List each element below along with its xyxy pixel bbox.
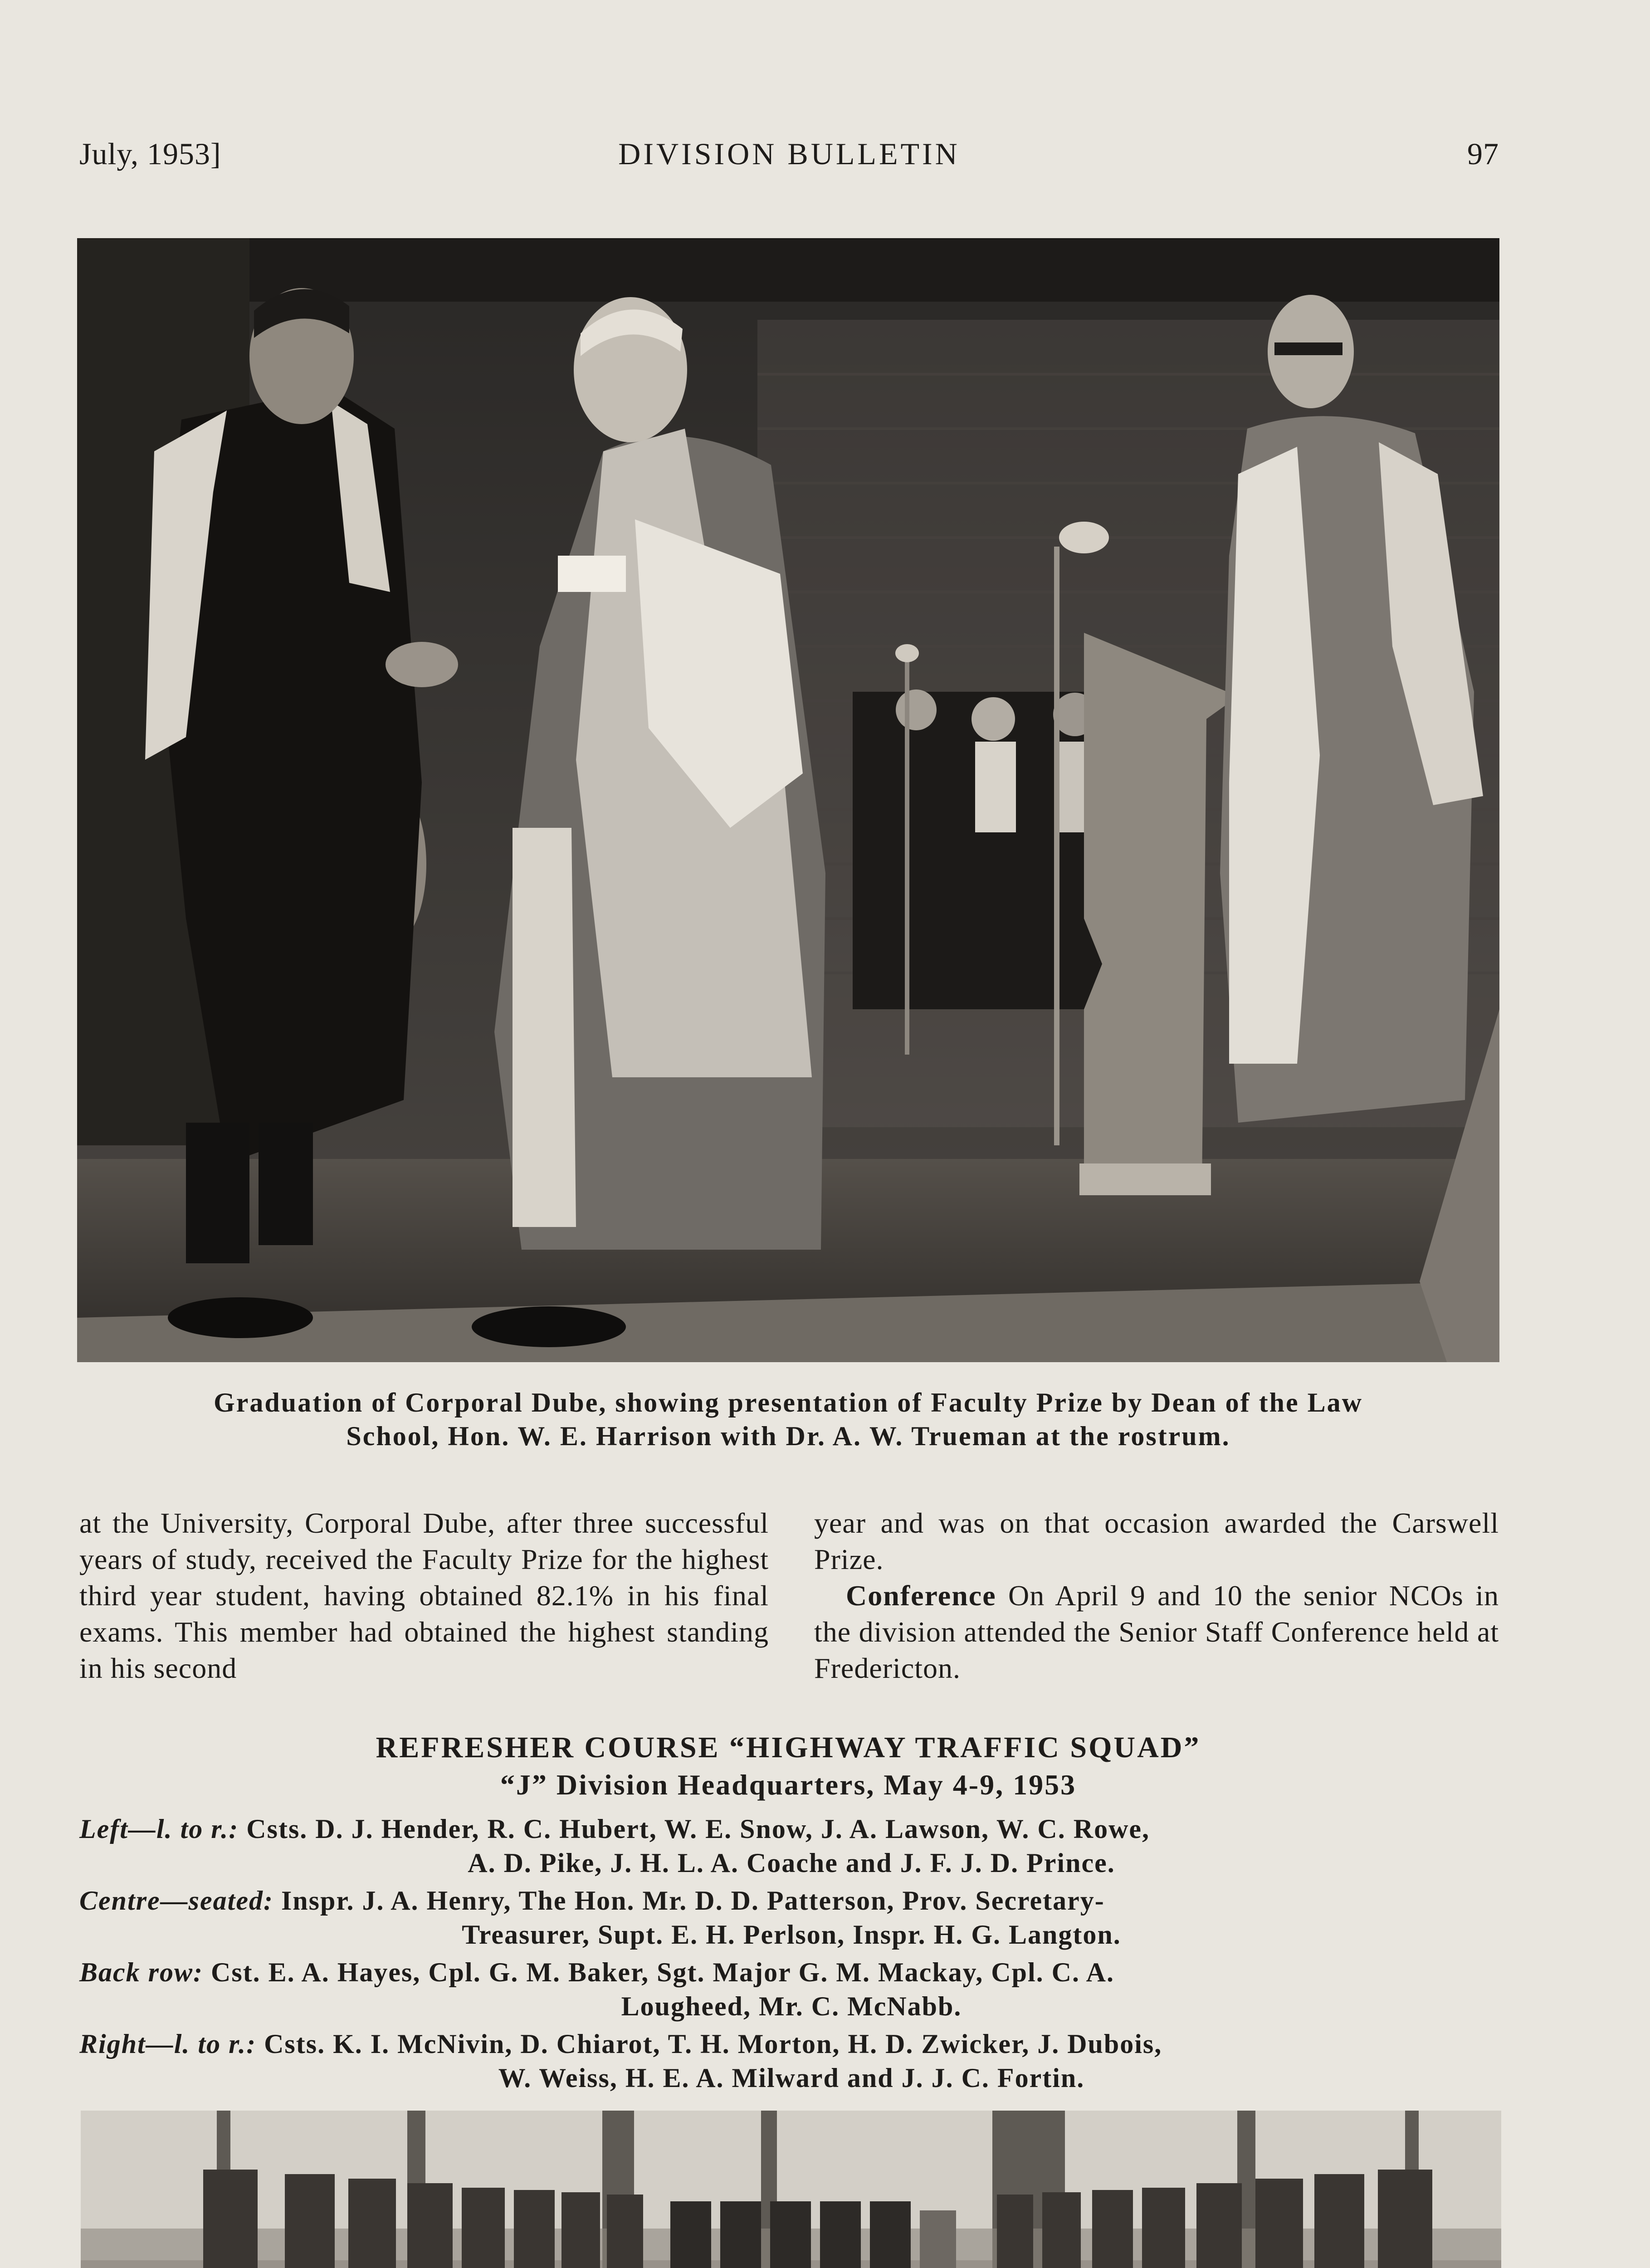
caption-entry-back-row [79,1955,1504,2024]
caption-entry-text-continued: Lougheed, Mr. C. McNabb. [621,1991,962,2021]
caption-entry-text: Csts. D. J. Hender, R. C. Hubert, W. E. Snow, J. A. Lawson, W. C. Rowe, [239,1814,1150,1844]
traffic-squad-photo-image [81,2111,1501,2268]
conference-text: On April 9 and 10 the senior NCOs in the division attended the Senior Staff Conference held at Fredericton. [814,1579,1499,1684]
squad-caption-list [79,1812,1504,2099]
traffic-squad-photo [81,2111,1501,2268]
caption-entry-text: Inspr. J. A. Henry, The Hon. Mr. D. D. Patterson, Prov. Secretary- [273,1886,1105,1916]
header-date: July, 1953] [79,137,221,171]
graduation-photo [77,238,1499,1362]
article-paragraph-continued: year and was on that occasion awarded the Carswell Prize. [814,1507,1499,1575]
running-header [79,136,1499,177]
caption-entry-lead: Left—l. to r.: [79,1814,239,1844]
caption-entry-centre [79,1884,1504,1952]
caption-entry-text-continued: A. D. Pike, J. H. L. A. Coache and J. F. J. D. Prince. [468,1848,1115,1878]
photo-caption [77,1386,1499,1453]
article-column-right [814,1505,1499,1686]
caption-entry-lead: Right—l. to r.: [79,2029,257,2059]
caption-entry-lead: Centre—seated: [79,1886,273,1916]
section-title: REFRESHER COURSE “HIGHWAY TRAFFIC SQUAD” [376,1731,1201,1764]
graduation-photo-image [77,238,1499,1362]
article-column-left [79,1505,769,1686]
caption-line-2: School, Hon. W. E. Harrison with Dr. A. W. Trueman at the rostrum. [346,1421,1230,1451]
caption-entry-left [79,1812,1504,1880]
caption-entry-text-continued: W. Weiss, H. E. A. Milward and J. J. C. Fortin. [498,2063,1085,2093]
page-number: 97 [1467,137,1499,171]
caption-entry-right [79,2027,1504,2095]
caption-entry-text-continued: Treasurer, Supt. E. H. Perlson, Inspr. H. G. Langton. [462,1920,1121,1950]
caption-entry-lead: Back row: [79,1957,203,1987]
caption-entry-text: Csts. K. I. McNivin, D. Chiarot, T. H. Morton, H. D. Zwicker, J. Dubois, [256,2029,1162,2059]
caption-line-1: Graduation of Corporal Dube, showing presentation of Faculty Prize by Dean of the Law [214,1388,1363,1418]
header-publication: DIVISION BULLETIN [618,137,960,171]
conference-runin-heading: Conference [846,1579,996,1612]
conference-paragraph [814,1578,1499,1686]
caption-entry-text: Cst. E. A. Hayes, Cpl. G. M. Baker, Sgt. Major G. M. Mackay, Cpl. C. A. [203,1957,1115,1987]
article-paragraph: at the University, Corporal Dube, after three successful years of study, received the Faculty Prize for the highest third year student, having obtained 82.1% in his final exams. This member had obtained the highest standing in his second [79,1507,769,1684]
section-subtitle: “J” Division Headquarters, May 4-9, 1953 [500,1769,1077,1801]
